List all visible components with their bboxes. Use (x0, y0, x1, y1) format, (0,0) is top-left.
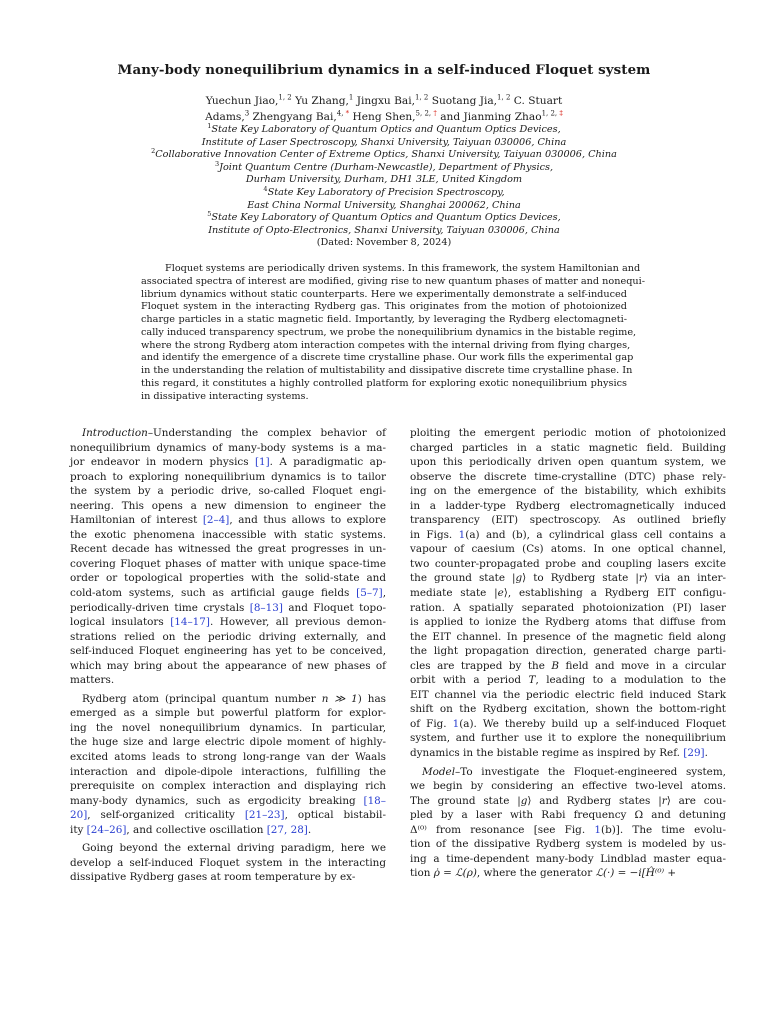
text-line (70, 615, 386, 630)
text-line (70, 779, 386, 794)
citation-link[interactable]: [14–17] (170, 616, 210, 629)
abstract-line: in dissipative interacting systems. (141, 390, 309, 402)
text-line (410, 571, 726, 586)
text-line (70, 659, 386, 674)
text-line (410, 528, 726, 543)
text-run: (a) and (b), a cylindrical glass cell contains a (465, 528, 726, 541)
author-name: and Jianming Zhao (436, 111, 542, 123)
text-line (410, 837, 726, 852)
text-line (70, 673, 386, 688)
text-line (410, 601, 726, 616)
author-name: Adams, (205, 111, 245, 123)
text-run: observe the discrete time-crystalline (DTC) phase rely- (410, 470, 726, 483)
text-run: The ground state | (410, 794, 521, 807)
text-run: ) has (357, 692, 386, 705)
abstract-line: librium dynamics without static counterparts. Here we experimentally demonstrate a self-induced (141, 288, 627, 300)
text-run: . A paradigmatic ap- (269, 456, 386, 469)
text-run: , leading to a modulation to the (535, 674, 726, 687)
text-run: , (382, 587, 386, 600)
text-run: pled by a laser with Rabi frequency Ω and detuning (410, 809, 726, 822)
text-run: order or topological properties with the solid-state and (70, 572, 386, 585)
author-affiliation-sup: 1, 2 (414, 93, 429, 102)
text-line (70, 721, 386, 736)
text-line (70, 455, 386, 470)
text-run: ing the novel nonequilibrium dynamics. In particular, (70, 721, 386, 734)
text-line (70, 841, 386, 856)
text-run: dynamics in the bistable regime as inspired by Ref. (410, 747, 684, 760)
text-run: logical insulators (70, 616, 171, 629)
paper-title: Many-body nonequilibrium dynamics in a self-induced Floquet system (117, 62, 651, 78)
text-line (410, 542, 726, 557)
text-line (410, 586, 726, 601)
text-run: proach to exploring nonequilibrium dynamics is to tailor (70, 470, 386, 483)
text-line (70, 856, 386, 871)
abstract-line: cally induced transparency spectrum, we probe the nonequilibrium dynamics in the bistable regime, (141, 326, 637, 338)
affiliation-line (90, 121, 678, 137)
text-run: –Understanding the complex behavior of (147, 427, 386, 439)
text-line (410, 630, 726, 645)
abstract-line: Floquet system in the interacting Rydberg gas. This originates from the motion of photoionized (141, 301, 627, 313)
text-run: ing a time-dependent many-body Lindblad master equa- (410, 852, 726, 865)
text-run: g (520, 794, 528, 807)
text-run: cles are trapped by the (410, 659, 552, 672)
citation-link[interactable]: 1 (458, 528, 466, 541)
affiliation-line (90, 184, 678, 200)
text-run: vapour of caesium (Cs) atoms. In one optical channel, (410, 543, 726, 556)
text-line (410, 688, 726, 703)
citation-link[interactable]: [29] (683, 747, 705, 760)
text-line (410, 731, 726, 746)
text-run: –To investigate the Floquet-engineered system, (455, 765, 726, 778)
affiliation-text: Durham University, Durham, DH1 3LE, United Kingdom (245, 174, 523, 186)
text-run: tion (410, 867, 434, 880)
right-column (410, 426, 726, 881)
text-run: which may bring about the appearance of new phases of (70, 659, 386, 672)
text-run: r (638, 572, 644, 585)
text-line (70, 823, 386, 838)
text-run: EIT channel via the periodic electric field induced Stark (410, 688, 726, 701)
affiliation-text: Institute of Opto-Electronics, Shanxi University, Taiyuan 030006, China (208, 224, 560, 236)
abstract-line: charge particles in a static magnetic field. Importantly, by leveraging the Rydberg electomagneti- (141, 314, 627, 325)
text-run: interaction and dipole-dipole interactions, fulfilling the (70, 765, 386, 778)
text-run: covering Floquet phases of matter with unique space-time (70, 557, 386, 570)
author-affiliation-sup: 5, 2, (415, 109, 434, 118)
text-run: prerequisite on complex interaction and displaying rich (70, 780, 386, 793)
author-affiliation-sup: 4, (336, 109, 346, 118)
text-run: Rydberg atom (principal quantum number (82, 692, 322, 705)
abstract-line: and identify the emergence of a discrete time crystalline phase. Our work fills the experimental gap (141, 352, 634, 364)
affiliation-line (90, 137, 678, 150)
text-run: r (661, 794, 667, 807)
text-run: , self-organized criticality (87, 809, 245, 822)
citation-link[interactable]: 1 (452, 717, 460, 730)
citation-link[interactable]: 20] (70, 809, 88, 822)
text-run: n ≫ 1 (321, 692, 358, 705)
text-line (70, 586, 386, 601)
text-run: in Figs. (410, 528, 459, 541)
text-run: of Fig. (410, 717, 453, 730)
author-line-2 (120, 109, 648, 125)
abstract-line: this regard, it constitutes a highly controlled platform for exploring exotic nonequilibrium physics (141, 377, 627, 389)
text-run: (b)]. The time evolu- (601, 823, 726, 836)
text-line (410, 852, 726, 867)
author-footnote-mark: * (345, 109, 350, 118)
citation-link[interactable]: [24–26] (86, 823, 127, 836)
text-line (410, 808, 726, 823)
affiliation-list (90, 121, 678, 250)
text-run: . (704, 747, 708, 760)
paragraph (70, 426, 386, 688)
citation-link[interactable]: [18– (363, 794, 386, 807)
text-line (70, 513, 386, 528)
text-line (410, 499, 726, 514)
citation-link[interactable]: [5–7] (356, 587, 383, 600)
text-run: the huge size and large electric dipole moment of highly- (70, 736, 386, 749)
text-line (70, 765, 386, 780)
text-run: cold-atom systems, such as artificial gauge fields (70, 587, 357, 600)
text-run: the system by a periodic drive, so-called Floquet engi- (70, 485, 386, 498)
text-run: upon this periodically driven open quantum system, we (410, 456, 726, 469)
text-run: and Floquet topo- (282, 601, 386, 614)
text-line (70, 692, 386, 707)
text-run: (a). We thereby build up a self-induced Floquet (459, 717, 726, 730)
affiliation-line (90, 209, 678, 225)
text-line (410, 484, 726, 499)
text-line (410, 823, 726, 838)
text-line (410, 659, 726, 674)
author-affiliation-sup: 1, 2 (278, 93, 292, 102)
text-run: orbit with a period (410, 674, 529, 687)
text-run: ploiting the emergent periodic motion of photoionized (410, 427, 726, 439)
affiliation-line (90, 159, 678, 175)
citation-link[interactable]: 1 (594, 823, 602, 836)
affiliation-line (90, 174, 678, 187)
text-run: ity (70, 823, 87, 836)
affiliation-text: Institute of Laser Spectroscopy, Shanxi University, Taiyuan 030006, China (201, 136, 567, 148)
text-line (410, 557, 726, 572)
abstract-line: Floquet systems are periodically driven systems. In this framework, the system Hamiltonian and (165, 263, 641, 274)
text-run: Recent decade has witnessed the great progresses in un- (70, 543, 386, 556)
text-line (410, 513, 726, 528)
text-line (410, 746, 726, 761)
text-run: the EIT channel. In presence of the magnetic field along (410, 630, 726, 643)
text-line (70, 557, 386, 572)
text-run: . (307, 823, 312, 836)
text-run: jor endeavor in modern physics (70, 456, 255, 469)
text-run: g (515, 572, 523, 585)
text-run: charged particles in a static magnetic field. Building (410, 441, 726, 454)
affiliation-number: 1 (207, 121, 212, 130)
text-run: strations relied on the periodic driving externally, and (70, 630, 386, 643)
abstract-line: where the strong Rydberg atom interaction competes with the internal driving from flying charges, (141, 339, 631, 351)
text-run: Introduction (82, 427, 148, 439)
author-name: Zhengyang Bai, (249, 111, 337, 123)
text-line (70, 470, 386, 485)
text-run: two counter-propagated probe and coupling lasers excite (410, 557, 726, 570)
text-line (410, 470, 726, 485)
text-run: the ground state | (410, 572, 516, 585)
author-name: Heng Shen, (349, 111, 416, 123)
affiliation-number: 5 (207, 209, 212, 218)
text-line (70, 441, 386, 456)
text-line (70, 644, 386, 659)
text-run: ⟩, establishing a Rydberg EIT configu- (503, 587, 726, 600)
author-name: Yu Zhang, (291, 95, 349, 107)
text-run: ⟩ to Rydberg state | (522, 572, 639, 585)
text-run: tion of the dissipative Rydberg system is modeled by us- (410, 838, 726, 851)
text-line (410, 702, 726, 717)
text-run: self-induced Floquet engineering has yet to be conceived, (70, 645, 386, 658)
author-footnote-mark: † (433, 109, 437, 118)
text-run: periodically-driven time crystals (70, 601, 250, 614)
text-line (410, 644, 726, 659)
text-line (70, 735, 386, 750)
text-line (70, 794, 386, 809)
dated: (Dated: November 8, 2024) (316, 237, 452, 249)
text-line (70, 706, 386, 721)
text-line (410, 794, 726, 809)
affiliation-text: Collaborative Innovation Center of Extreme Optics, Shanxi University, Taiyuan 030006, China (155, 149, 617, 161)
text-line (410, 615, 726, 630)
affiliation-text: State Key Laboratory of Precision Spectroscopy, (267, 186, 505, 198)
citation-link[interactable]: [1] (254, 456, 270, 469)
author-affiliation-sup: 1 (348, 93, 354, 102)
affiliation-line (90, 225, 678, 238)
citation-link[interactable]: [27, 28] (266, 823, 308, 836)
author-list (120, 93, 648, 125)
affiliation-line (90, 200, 678, 213)
author-affiliation-sup: 1, 2 (497, 93, 511, 102)
abstract-line: in the understanding the relation of multistability and dissipative discrete time crystalline phase. In (141, 365, 633, 376)
text-run: we begin by considering an effective two-level atoms. (410, 780, 726, 793)
text-run: system, and further use it to explore the nonequilibrium (410, 732, 726, 745)
text-line (70, 499, 386, 514)
text-line (410, 426, 726, 441)
affiliation-line (90, 146, 678, 162)
text-line (410, 765, 726, 780)
text-run: , and collective oscillation (126, 823, 267, 836)
affiliation-number: 4 (263, 184, 268, 193)
text-run: Hamiltonian of interest (70, 514, 203, 527)
text-run: shift on the Rydberg excitation, shown the bottom-right (410, 703, 726, 716)
text-run: T (528, 674, 536, 687)
text-line (70, 484, 386, 499)
citation-link[interactable]: [2–4] (202, 514, 230, 527)
text-run: ing on the emergence of the bistability, which exhibits (410, 485, 726, 498)
text-run: ρ̇ = ℒ(ρ) (433, 867, 477, 880)
text-run: Model (422, 765, 456, 778)
text-line (70, 426, 386, 441)
text-run: Going beyond the external driving paradigm, here we (82, 842, 386, 855)
author-name: C. Stuart (510, 95, 563, 107)
text-line (70, 601, 386, 616)
left-column (70, 426, 386, 885)
paragraph (70, 692, 386, 837)
text-run: ℒ(·) = −i[Ĥ⁽⁰⁾ + (595, 867, 677, 880)
text-line (410, 866, 726, 881)
paragraph (410, 765, 726, 881)
author-affiliation-sup: 1, 2, (541, 109, 560, 118)
citation-link[interactable]: [21–23] (244, 809, 285, 822)
text-run: Δ⁽⁰⁾ from resonance [see Fig. (410, 823, 595, 836)
paragraph (410, 426, 726, 761)
text-run: , optical bistabil- (284, 809, 386, 822)
affiliation-text: Joint Quantum Centre (Durham-Newcastle), Department of Physics, (219, 161, 554, 173)
text-run: neering. This opens a new dimension to engineer the (70, 499, 386, 512)
text-run: is applied to ionize the Rydberg atoms that diffuse from (410, 616, 726, 629)
text-run: the exotic phenomena inaccessible with static systems. (70, 528, 386, 541)
text-run: develop a self-induced Floquet system in the interacting (70, 856, 386, 869)
text-run: . However, all previous demon- (209, 616, 386, 629)
text-line (70, 808, 386, 823)
text-run: B (551, 659, 560, 672)
citation-link[interactable]: [8–13] (249, 601, 283, 614)
text-run: emerged as a simple but powerful platform for explor- (70, 707, 386, 720)
text-run: in a ladder-type Rydberg electromagnetically induced (410, 499, 726, 512)
text-run: many-body dynamics, such as ergodicity breaking (70, 794, 364, 807)
text-run: ⟩ via an inter- (643, 572, 726, 585)
author-name: Jingxu Bai, (353, 95, 415, 107)
affiliation-number: 2 (151, 146, 156, 155)
text-run: e (497, 587, 504, 600)
text-run: transparency (EIT) spectroscopy. As outlined briefly (410, 514, 726, 527)
text-line (70, 870, 386, 885)
author-footnote-mark: ‡ (559, 109, 563, 118)
author-line-1 (120, 93, 648, 109)
text-run: , and thus allows to explore (229, 514, 386, 527)
text-line (70, 750, 386, 765)
text-line (410, 673, 726, 688)
text-line (410, 455, 726, 470)
author-affiliation-sup: 3 (244, 109, 250, 118)
text-line (410, 779, 726, 794)
text-run: ⟩ and Rydberg states | (527, 794, 662, 807)
author-name: Yuechun Jiao, (205, 95, 279, 107)
text-run: matters. (70, 674, 115, 687)
abstract (141, 263, 646, 403)
text-run: excited atoms leads to strong long-range van der Waals (70, 751, 386, 764)
text-run: ration. A spatially separated photoionization (PI) laser (410, 601, 726, 614)
affiliation-text: East China Normal University, Shanghai 200062, China (247, 199, 521, 211)
text-run: , where the generator (476, 867, 596, 880)
text-run: the light propagation direction, generated charge parti- (410, 645, 726, 658)
text-line (410, 717, 726, 732)
text-run: mediate state | (410, 587, 498, 600)
affiliation-text: State Key Laboratory of Quantum Optics and Quantum Optics Devices, (211, 212, 561, 224)
affiliation-text: State Key Laboratory of Quantum Optics and Quantum Optics Devices, (211, 124, 561, 135)
text-line (410, 441, 726, 456)
text-line (70, 630, 386, 645)
text-run: ⟩ are cou- (666, 794, 726, 807)
author-name: Suotang Jia, (428, 95, 498, 107)
text-line (70, 542, 386, 557)
text-run: nonequilibrium dynamics of many-body systems is a ma- (70, 441, 386, 454)
abstract-line: associated spectra of interest are modified, giving rise to new quantum phases of matter and nonequi- (141, 275, 646, 287)
text-run: dissipative Rydberg gases at room temperature by ex- (70, 871, 356, 884)
affiliation-number: 3 (214, 159, 220, 168)
text-run: field and move in a circular (559, 659, 726, 672)
text-line (70, 571, 386, 586)
text-line (70, 528, 386, 543)
paragraph (70, 841, 386, 885)
